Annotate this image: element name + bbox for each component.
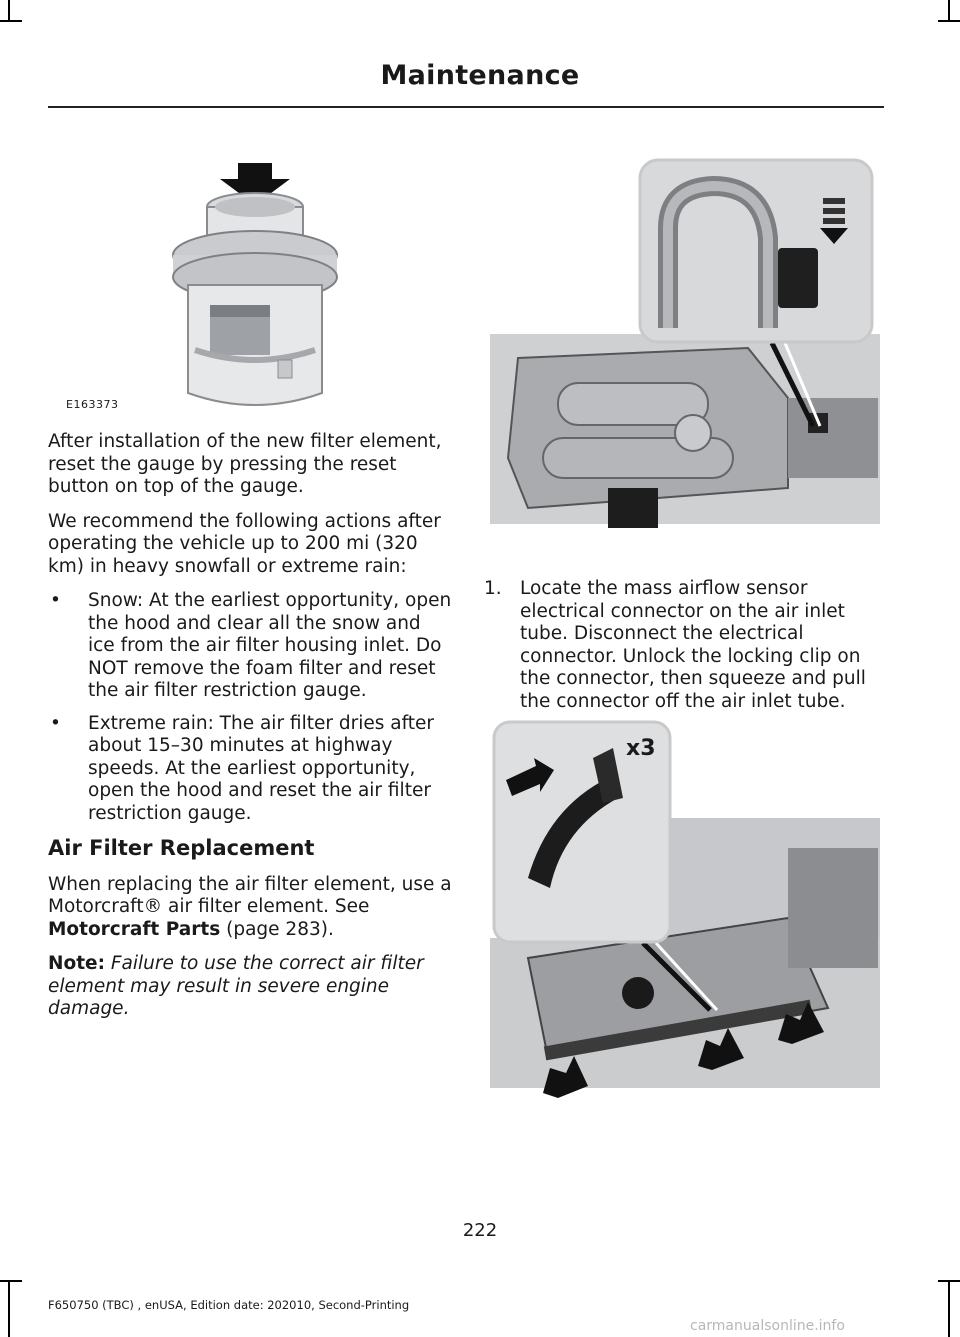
note bbox=[48, 953, 452, 1021]
replacement-text: When replacing the air filter element, use a Motorcraft® air filter element. See bbox=[48, 873, 452, 917]
step-number: 1. bbox=[484, 578, 502, 599]
note-text: Failure to use the correct air filter element may result in severe engine damage. bbox=[48, 953, 424, 1019]
paragraph-recommendations: We recommend the following actions after operating the vehicle up to 200 mi (320 km) in heavy snowfall or extreme rain: bbox=[48, 510, 441, 577]
mass-airflow-sensor-illustration bbox=[488, 158, 882, 530]
right-column bbox=[484, 578, 884, 713]
figure-id: E163373 bbox=[66, 398, 119, 411]
list-item: • Snow: At the earliest opportunity, open the hood and clear all the snow and ice from the air filter housing inlet. Do NOT remove the foam filter and reset the air filter restriction gauge. bbox=[48, 590, 452, 703]
page-title: Maintenance bbox=[380, 60, 580, 91]
crop-mark bbox=[0, 1280, 22, 1282]
step-text: Locate the mass airflow sensor electrical connector on the air inlet tube. Disconnect the electrical connector. Unlock the locking clip on the connector, then squeeze and pull the connector off the air inlet tube. bbox=[520, 578, 866, 712]
note-label: Note: bbox=[48, 953, 105, 974]
header-divider bbox=[48, 106, 884, 108]
crop-mark bbox=[8, 1280, 10, 1337]
section-heading: Air Filter Replacement bbox=[48, 836, 315, 860]
crop-mark bbox=[938, 1280, 960, 1282]
paragraph-reset-gauge: After installation of the new filter element, reset the gauge by pressing the reset button on top of the gauge. bbox=[48, 431, 442, 497]
bullet-list bbox=[48, 590, 452, 825]
crop-mark bbox=[0, 20, 22, 22]
motorcraft-parts-link[interactable]: Motorcraft Parts bbox=[48, 918, 221, 940]
page-reference: (page 283). bbox=[220, 918, 334, 940]
filter-gauge-illustration bbox=[60, 155, 450, 415]
page-number: 222 bbox=[462, 1220, 498, 1241]
crop-mark bbox=[938, 20, 960, 22]
crop-mark bbox=[8, 0, 10, 22]
step-item bbox=[484, 578, 884, 713]
paragraph-replacement bbox=[48, 874, 452, 942]
callout-label: x3 bbox=[626, 736, 656, 761]
left-column bbox=[48, 431, 452, 1033]
step-list bbox=[484, 578, 884, 713]
list-item: • Extreme rain: The air filter dries after about 15–30 minutes at highway speeds. At the earliest opportunity, open the hood and reset the air filter restriction gauge. bbox=[48, 713, 452, 826]
footer-edition: F650750 (TBC) , enUSA, Edition date: 202010, Second-Printing bbox=[48, 1298, 410, 1312]
crop-mark bbox=[948, 0, 950, 22]
air-filter-housing-illustration bbox=[488, 718, 882, 1108]
crop-mark bbox=[948, 1280, 950, 1337]
watermark: carmanualsonline.info bbox=[690, 1318, 845, 1334]
